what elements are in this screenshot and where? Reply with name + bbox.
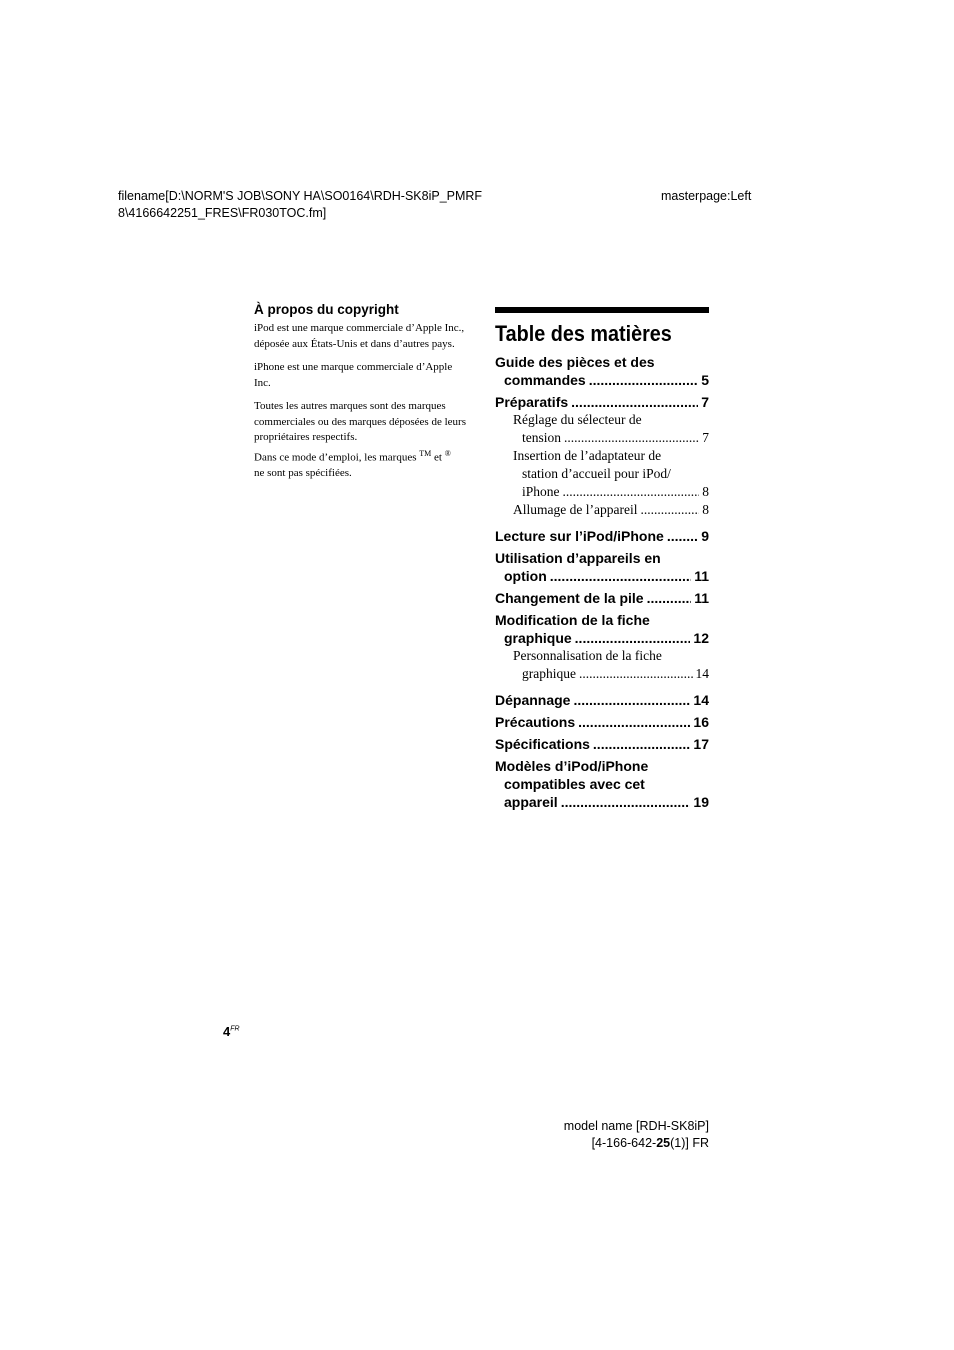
- leader-dots: [589, 371, 699, 389]
- toc-title: Table des matières: [495, 321, 672, 346]
- leader-dots: [667, 527, 698, 545]
- leader-dots: [561, 793, 691, 811]
- leader-dots: [578, 713, 690, 731]
- copyright-tm-note: Dans ce mode d’emploi, les marques ™ et ® ne sont pas spécifiées.: [254, 448, 451, 479]
- leader-dots: [593, 735, 691, 753]
- toc-sub-personnalisation[interactable]: Personnalisation de la fiche graphique ..... 14: [495, 647, 709, 683]
- leader-dots: [640, 501, 699, 519]
- toc-entry-precautions[interactable]: Précautions ..... 16: [495, 713, 709, 731]
- leader-dots: [564, 429, 699, 447]
- toc-sub-reglage[interactable]: Réglage du sélecteur de tension ..... 7: [495, 411, 709, 447]
- toc-entry-lecture[interactable]: Lecture sur l’iPod/iPhone ..... 9: [495, 527, 709, 545]
- header-filename-line1: filename[D:\NORM'S JOB\SONY HA\SO0164\RDH-SK8iP_PMRF: [118, 189, 483, 203]
- leader-dots: [563, 483, 700, 501]
- copyright-title: À propos du copyright: [254, 302, 399, 317]
- toc-entry-depannage[interactable]: Dépannage ..... 14: [495, 691, 709, 709]
- leader-dots: [579, 665, 693, 683]
- tm-symbol: TM: [419, 448, 432, 458]
- copyright-other-marks: Toutes les autres marques sont des marques commerciales ou des marques déposées de leurs propriétaires respectifs.: [254, 400, 466, 443]
- leader-dots: [550, 567, 691, 585]
- copyright-iphone: iPhone est une marque commerciale d’Apple Inc.: [254, 361, 453, 389]
- table-of-contents: [495, 307, 709, 811]
- header-filename-line2: 8\4166642251_FRES\FR030TOC.fm]: [118, 206, 327, 220]
- toc-entry-guide[interactable]: Guide des pièces et des commandes ..... 5: [495, 353, 709, 389]
- copyright-ipod: iPod est une marque commerciale d’Apple Inc., déposée aux États-Unis et dans d’autres pays.: [254, 322, 465, 350]
- header-masterpage: masterpage:Left: [661, 189, 752, 203]
- leader-dots: [575, 629, 691, 647]
- registered-symbol: ®: [444, 448, 451, 458]
- leader-dots: [573, 691, 690, 709]
- leader-dots: [571, 393, 698, 411]
- toc-entry-modification[interactable]: Modification de la fiche graphique ..... 12: [495, 611, 709, 647]
- toc-entry-specifications[interactable]: Spécifications ..... 17: [495, 735, 709, 753]
- toc-sub-allumage[interactable]: Allumage de l’appareil ..... 8: [495, 501, 709, 519]
- header-filename: [118, 188, 482, 222]
- leader-dots: [647, 589, 692, 607]
- page-number: $4^{FR}$: [223, 1024, 240, 1039]
- footer-model-code: [4-166-642-25(1)] FR: [591, 1136, 709, 1150]
- toc-entry-preparatifs[interactable]: Préparatifs ..... 7: [495, 393, 709, 411]
- toc-rule: [495, 307, 709, 313]
- toc-entry-pile[interactable]: Changement de la pile ..... 11: [495, 589, 709, 607]
- toc-entry-modeles[interactable]: Modèles d’iPod/iPhone compatibles avec cet appareil ..... 19: [495, 757, 709, 811]
- toc-entry-utilisation[interactable]: Utilisation d’appareils en option ..... 11: [495, 549, 709, 585]
- copyright-section: [254, 302, 470, 489]
- page-language: FR: [230, 1025, 240, 1033]
- footer-model-info: [564, 1118, 709, 1152]
- toc-sub-insertion[interactable]: Insertion de l’adaptateur de station d’accueil pour iPod/ iPhone ..... 8: [495, 447, 709, 501]
- footer-model-name: model name [RDH-SK8iP]: [563, 1119, 709, 1133]
